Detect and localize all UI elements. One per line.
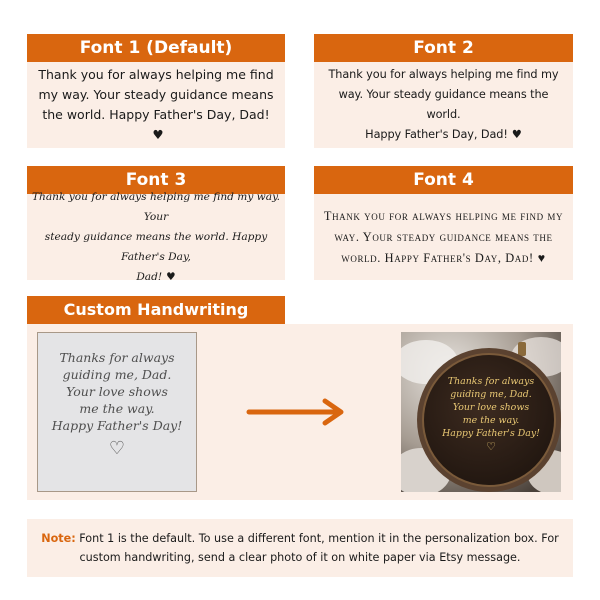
heart-icon: ♥ <box>537 250 546 265</box>
note-box <box>27 519 573 577</box>
font-4-card <box>314 166 573 280</box>
paper-line-3: Your love shows <box>66 384 168 399</box>
font-1-title: Font 1 (Default) <box>27 34 285 62</box>
custom-handwriting-title: Custom Handwriting <box>27 296 285 324</box>
font-2-line-1: Thank you for always helping me find my <box>328 68 559 81</box>
engraving-text <box>411 375 561 453</box>
paper-line-1: Thanks for always <box>59 350 175 365</box>
font-3-line-2: steady guidance means the world. Happy Father's Day, <box>44 231 268 263</box>
font-3-line-1: Thank you for always helping me find my way. Your <box>31 191 281 223</box>
heart-icon: ♥ <box>511 128 522 141</box>
engraving-heart-icon: ♡ <box>486 440 496 453</box>
font-2-sample <box>314 62 573 148</box>
engraving-line-5: Happy Father's Day! <box>442 428 540 439</box>
arrow-right-icon <box>245 396 355 428</box>
heart-icon: ♥ <box>166 271 176 283</box>
font-4-line-2: way. Your steady guidance means the <box>334 229 553 244</box>
font-4-sample <box>314 194 573 280</box>
font-1-sample <box>27 62 285 148</box>
engraving-line-4: me the way. <box>462 415 520 426</box>
paper-line-4: me the way. <box>79 401 155 416</box>
handwriting-paper-image <box>37 332 197 492</box>
paper-line-5: Happy Father's Day! <box>51 418 183 433</box>
font-1-card <box>27 34 285 148</box>
font-2-title: Font 2 <box>314 34 573 62</box>
font-4-title: Font 4 <box>314 166 573 194</box>
note-label: Note: <box>41 532 76 545</box>
font-1-line-3: the world. Happy Father's Day, Dad! <box>42 107 270 122</box>
font-3-line-3: Dad! <box>136 271 163 283</box>
heart-outline-icon: ♡ <box>108 438 126 459</box>
font-3-card <box>27 166 285 283</box>
font-4-line-3: world. Happy Father's Day, Dad! <box>341 250 534 265</box>
font-1-line-1: Thank you for always helping me find <box>38 67 274 82</box>
engraving-line-2: guiding me, Dad. <box>450 389 532 400</box>
engraving-line-1: Thanks for always <box>447 376 535 387</box>
engraved-compass-photo <box>401 332 561 492</box>
font-2-card <box>314 34 573 148</box>
font-2-line-3: Happy Father's Day, Dad! <box>365 128 508 141</box>
font-4-line-1: Thank you for always helping me find my <box>323 208 564 223</box>
font-2-line-2: way. Your steady guidance means the world. <box>338 88 549 121</box>
note-text: Font 1 is the default. To use a different font, mention it in the personalization box. For custom handwriting, send a clear photo of it on white paper via Etsy message. <box>75 532 559 564</box>
font-3-title: Font 3 <box>27 166 285 194</box>
font-1-line-2: my way. Your steady guidance means <box>38 87 274 102</box>
heart-icon: ♥ <box>152 127 164 142</box>
engraving-line-3: Your love shows <box>452 402 530 413</box>
font-3-sample <box>27 191 285 283</box>
paper-line-2: guiding me, Dad. <box>62 367 172 382</box>
